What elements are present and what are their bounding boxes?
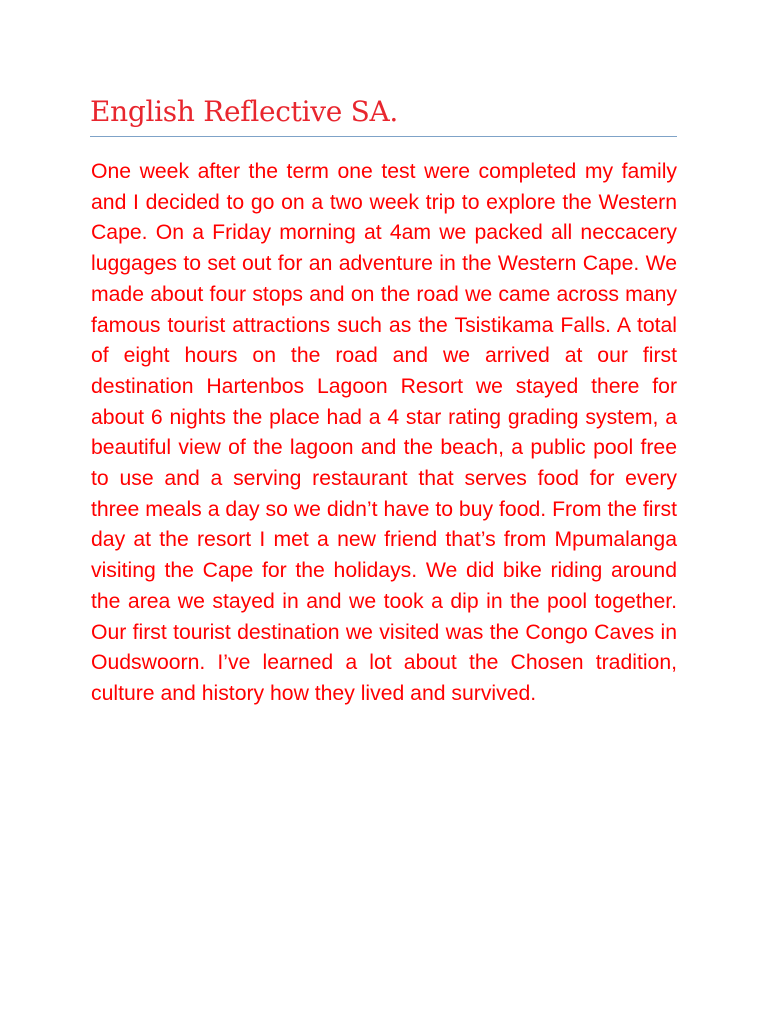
body-paragraph: One week after the term one test were completed my family and I decided to go on a two week trip to explore the Western Cape. On a Friday morning at 4am we packed all neccacery luggages to set out for an adventure in the Western Cape. We made about four stops and on the road we came across many famous tourist attractions such as the Tsistikama Falls. A total of eight hours on the road and we arrived at our first destination Hartenbos Lagoon Resort we stayed there for about 6 nights the place had a 4 star rating grading system, a beautiful view of the lagoon and the beach, a public pool free to use and a serving restaurant that serves food for every three meals a day so we didn’t have to buy food. From the first day at the resort I met a new friend that’s from Mpumalanga visiting the Cape for the holidays. We did bike riding around the area we stayed in and we took a dip in the pool together. Our first tourist destination we visited was the Congo Caves in Oudswoorn. I’ve learned a lot about the Chosen tradition, culture and history how they lived and survived. — [91, 160, 677, 705]
document-title: English Reflective SA. — [90, 95, 399, 128]
title-underline-rule — [90, 136, 677, 137]
